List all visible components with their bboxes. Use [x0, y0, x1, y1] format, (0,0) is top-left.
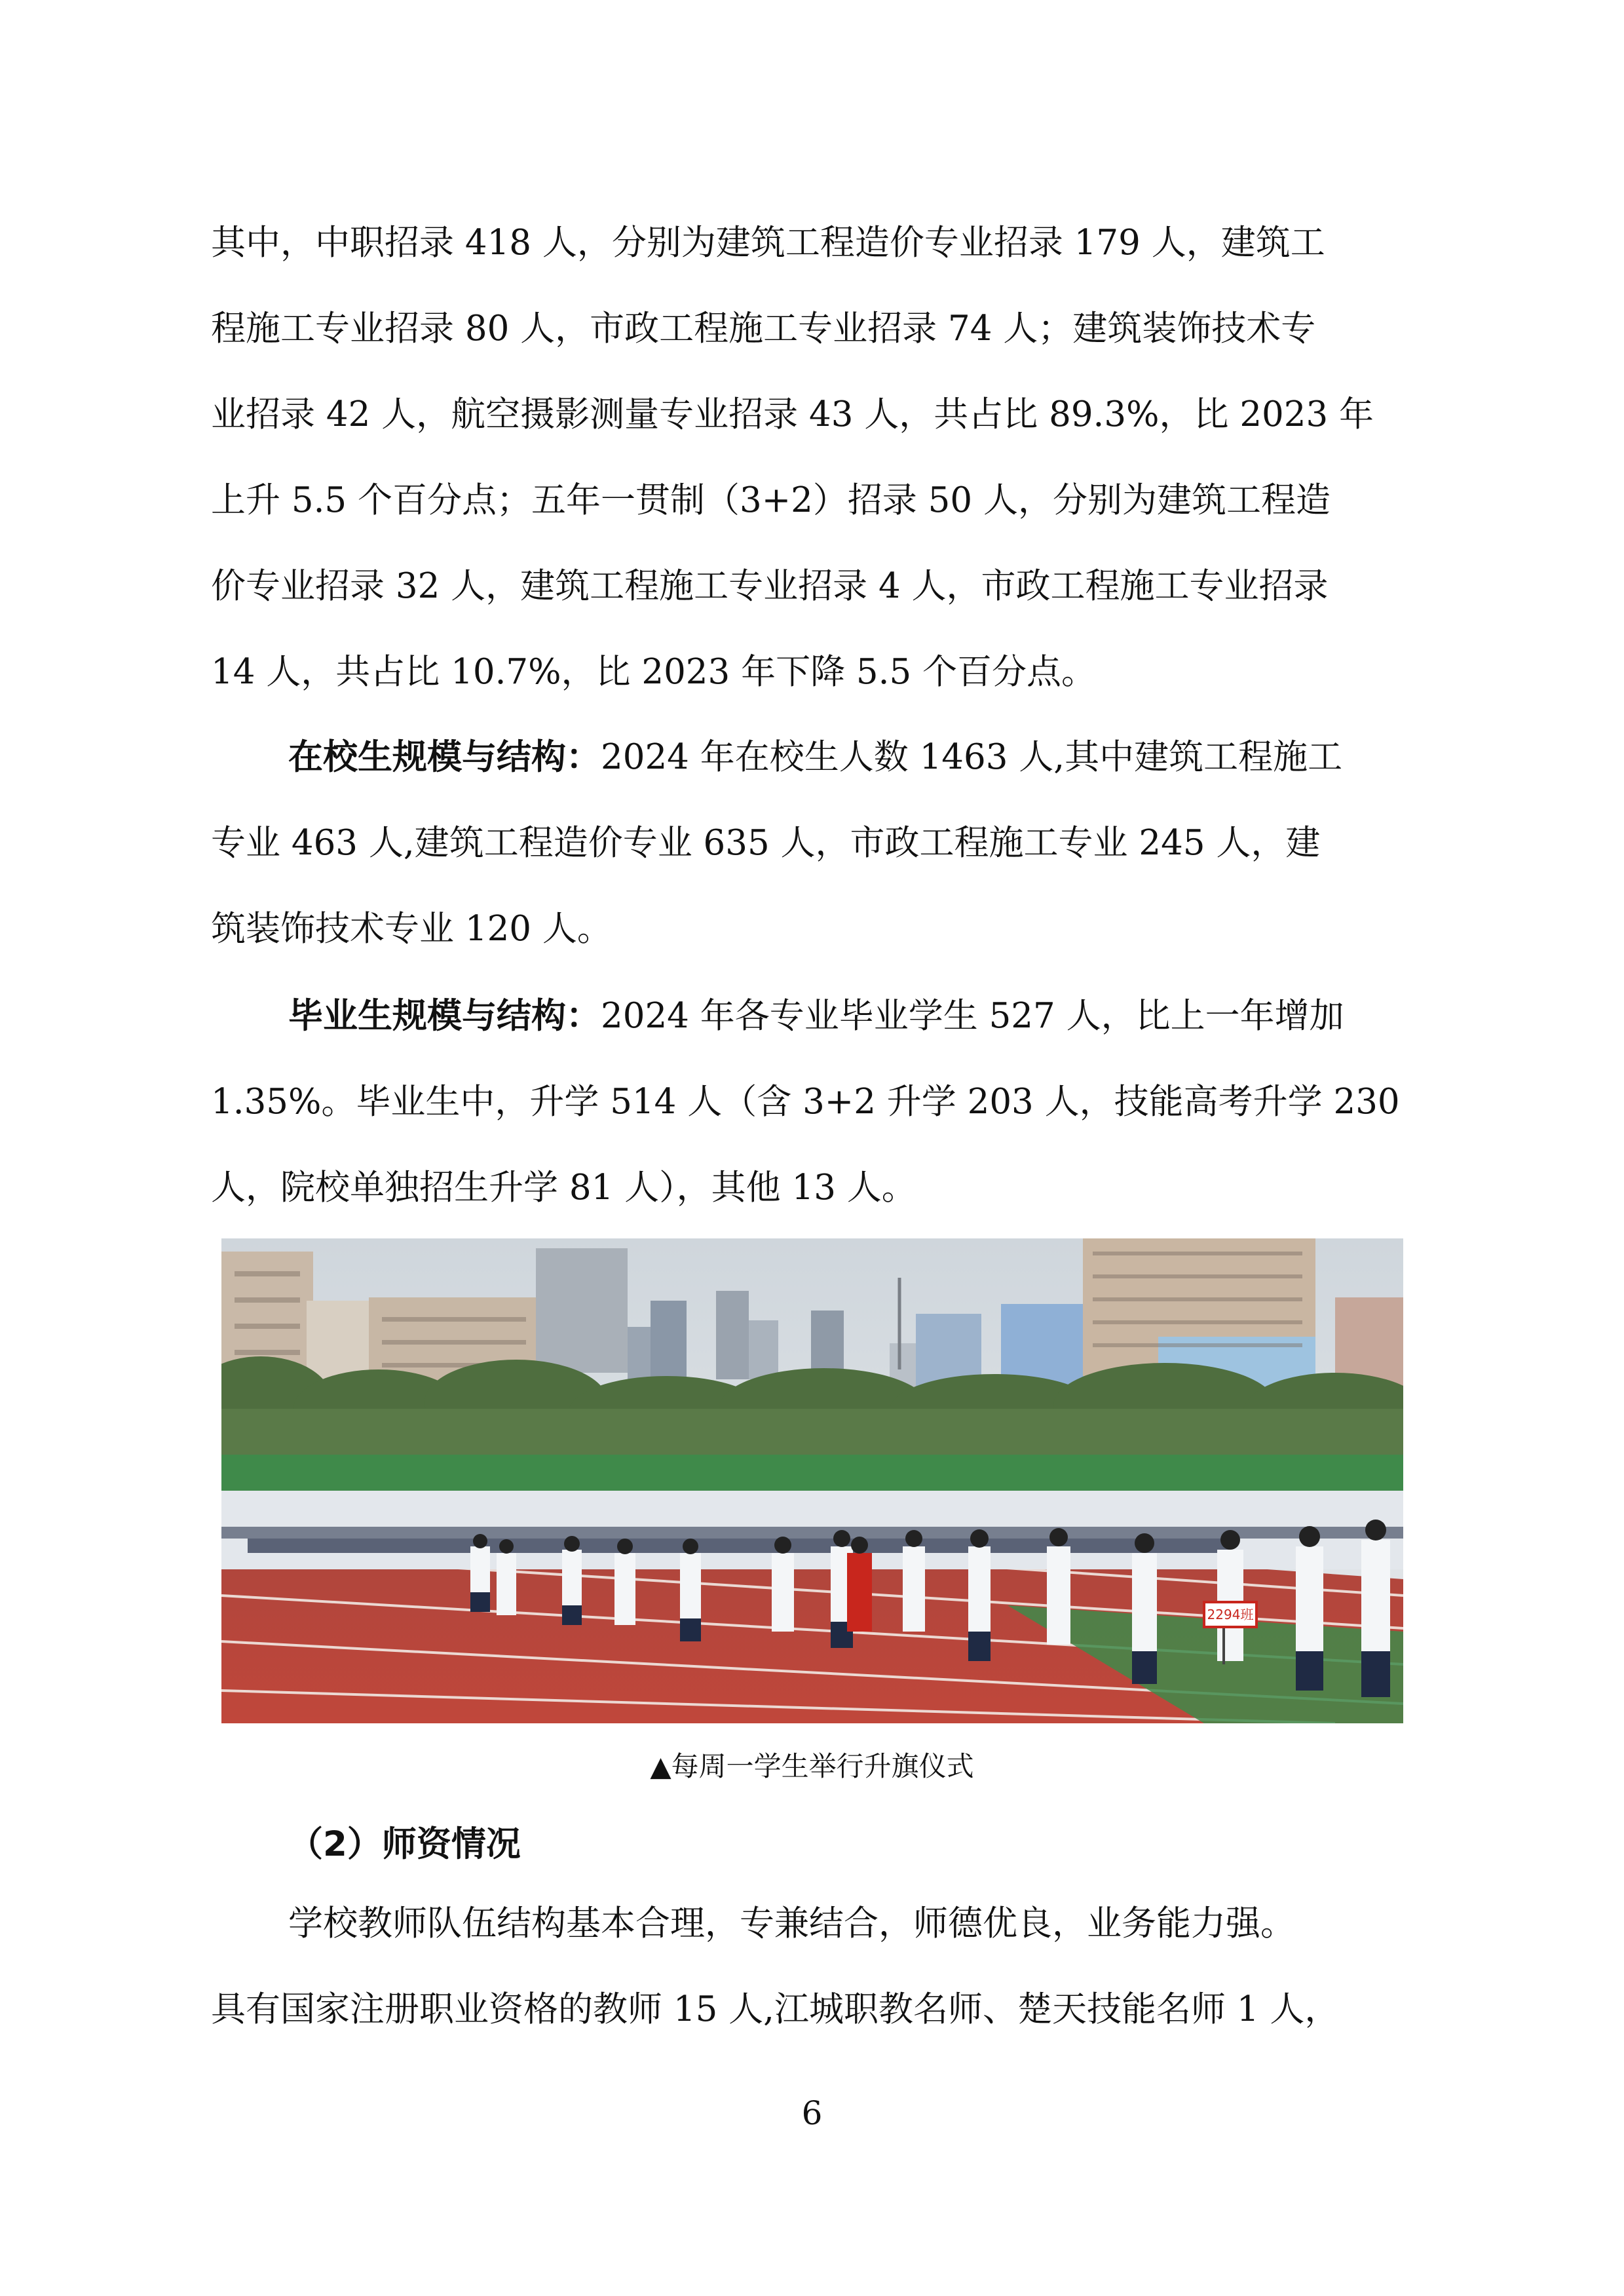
graduates-label: 毕业生规模与结构： — [288, 996, 601, 1036]
text-line: 具有国家注册职业资格的教师 15 人,江城职教名师、楚天技能名师 1 人， — [211, 1989, 1340, 2029]
text-line: 业招录 42 人，航空摄影测量专业招录 43 人，共占比 89.3%，比 2023 年 — [211, 394, 1374, 434]
text-line: 程施工专业招录 80 人，市政工程施工专业招录 74 人；建筑装饰技术专 — [211, 309, 1316, 349]
students-label: 在校生规模与结构： — [288, 737, 601, 777]
text-line: 其中，中职招录 418 人，分别为建筑工程造价专业招录 179 人，建筑工 — [211, 223, 1325, 263]
text-line: 14 人，共占比 10.7%，比 2023 年下降 5.5 个百分点。 — [211, 652, 1097, 692]
enrollment-paragraph — [211, 200, 1413, 715]
text-line: 专业 463 人,建筑工程造价专业 635 人，市政工程施工专业 245 人，建 — [211, 823, 1321, 863]
text-line — [211, 714, 1413, 800]
graduates-line1: 2024 年各专业毕业学生 527 人，比上一年增加 — [601, 996, 1344, 1036]
text-line — [211, 973, 1413, 1059]
text-line: 1.35%。毕业生中，升学 514 人（含 3+2 升学 203 人，技能高考升学 230 — [211, 1082, 1400, 1122]
text-line: 价专业招录 32 人，建筑工程施工专业招录 4 人，市政工程施工专业招录 — [211, 566, 1329, 606]
section-heading: （2）师资情况 — [288, 1824, 521, 1864]
flag-raising-photo — [221, 1238, 1403, 1723]
text-line: 筑装饰技术专业 120 人。 — [211, 909, 612, 949]
text-line: 学校教师队伍结构基本合理，专兼结合，师德优良，业务能力强。 — [288, 1904, 1295, 1943]
text-line: 人，院校单独招生升学 81 人），其他 13 人。 — [211, 1168, 916, 1208]
tree-line — [221, 1356, 1403, 1461]
graduates-paragraph — [211, 973, 1413, 1231]
photo-caption: ▲每周一学生举行升旗仪式 — [650, 1750, 974, 1782]
teachers-paragraph — [211, 1881, 1413, 2052]
text-line: 上升 5.5 个百分点；五年一贯制（3+2）招录 50 人，分别为建筑工程造 — [211, 480, 1331, 520]
students-paragraph — [211, 714, 1413, 972]
page-number: 6 — [801, 2094, 823, 2132]
sign-text: 2294班 — [1207, 1607, 1254, 1622]
students-line1: 2024 年在校生人数 1463 人,其中建筑工程施工 — [601, 737, 1343, 777]
